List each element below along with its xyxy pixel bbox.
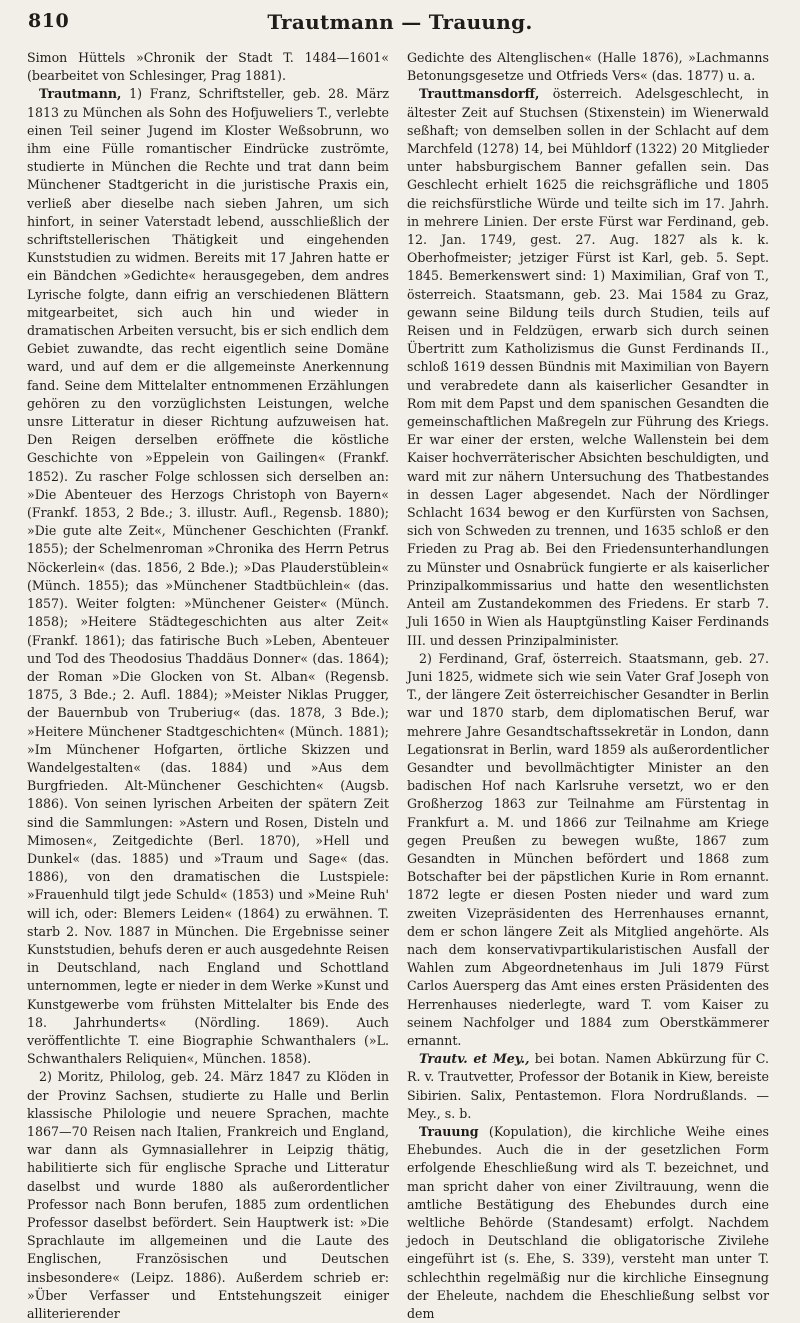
entry-keyword: Trautmann, bbox=[39, 86, 122, 102]
entry-keyword: Trauttmansdorff, bbox=[419, 86, 540, 102]
paragraph-continuation: Simon Hüttels »Chronik der Stadt T. 1484—1601« (bearbeitet von Schlesinger, Prag 1881). bbox=[27, 50, 389, 84]
entry-trauttmansdorff bbox=[407, 85, 769, 649]
entry-trautmann-moritz: 2) Moritz, Philolog, geb. 24. März 1847 zu Klöden in der Provinz Sachsen, studierte zu Halle und Berlin klassische Philologie und neuere Sprachen, machte 1867—70 Reisen nach Italien, Frankreich und England, war dann als Gymnasiallehrer in Leipzig thätig, habilitierte sich für englische Sprache und Litteratur daselbst und wurde 1880 als außerordentlicher Professor nach Bonn berufen, 1885 zum ordentlichen Professor daselbst befördert. Sein Hauptwerk ist: »Die Sprachlaute im allgemeinen und die Laute des Englischen, Französischen und Deutschen insbesondere« (Leipz. 1886). Außerdem schrieb er: »Über Verfasser und Entstehungszeit einiger alliterierender bbox=[27, 1069, 389, 1322]
page-number: 810 bbox=[28, 10, 70, 32]
entry-trauung bbox=[407, 1123, 769, 1323]
entry-trauttmansdorff-ferdinand: 2) Ferdinand, Graf, österreich. Staatsmann, geb. 27. Juni 1825, widmete sich wie sein Vater Graf Joseph von T., der längere Zeit österreichischer Gesandter in Berlin war und 1870 starb, dem diplomatischen Beruf, war mehrere Jahre Gesandtschaftssekretär in London, dann Legationsrat in Berlin, ward 1859 als außerordentlicher Gesandter und bevollmächtigter Minister an den badischen Hof nach Karlsruhe versetzt, wo er den Großherzog 1863 zur Teilnahme am Fürstentag in Frankfurt a. M. und 1866 zur Teilnahme am Kriege gegen Preußen zu bewegen wußte, 1867 zum Gesandten in München befördert und 1868 zum Botschafter bei der päpstlichen Kurie in Rom ernannt. 1872 legte er diesen Posten nieder und ward zum zweiten Vizepräsidenten des Herrenhauses ernannt, dem er schon längere Zeit als Mitglied angehörte. Als nach dem konservativpartikularistischen Ausfall der Wahlen zum Abgeordnetenhaus im Juli 1879 Fürst Carlos Auersperg das Amt eines ersten Präsidenten des Herrenhauses niederlegte, ward T. vom Kaiser zu seinem Nachfolger und 1884 zum Oberstkämmerer ernannt. bbox=[407, 650, 769, 1048]
right-column bbox=[407, 49, 769, 1322]
entry-text: 1) Franz, Schriftsteller, geb. 28. März 1813 zu München als Sohn des Hofjuweliers T., verlebte einen Teil seiner Jugend im Kloster Weßsobrunn, wo ihm eine Fülle romantischer Eindrücke zuströmte, studierte in München die Rechte und trat dann beim Münchener Stadtgericht in die juristische Praxis ein, verließ aber dieselbe nach sieben Jahren, um sich hinfort, in seiner Vaterstadt lebend, ausschließlich der schriftstellerischen Thätigkeit und eingehenden Kunststudien zu widmen. Bereits mit 17 Jahren hatte er ein Bändchen »Gedichte« herausgegeben, dem andres Lyrische folgte, dann eifrig an verschiedenen Blättern mitgearbeitet, sich auch hin und wieder in dramatischen Arbeiten versucht, bis er sich endlich dem Gebiet zuwandte, das recht eigentlich seine Domäne ward, und auf dem er die allgemeinste Anerkennung fand. Seine dem Mittelalter entnommenen Erzählungen gehören zu den vorzüglichsten Leistungen, welche unsre Litteratur in dieser Richtung aufzuweisen hat. Den Reigen derselben eröffnete die köstliche Geschichte von »Eppelein von Gailingen« (Frankf. 1852). Zu rascher Folge schlossen sich derselben an: »Die Abenteuer des Herzogs Christoph von Bayern« (Frankf. 1853, 2 Bde.; 3. illustr. Aufl., Regensb. 1880); »Die gute alte Zeit«, Münchener Geschichten (Frankf. 1855); der Schelmenroman »Chronika des Herrn Petrus Nöckerlein« (das. 1856, 2 Bde.); »Das Plauderstüblein« (Münch. 1855); das »Münchener Stadtbüchlein« (das. 1857). Weiter folgten: »Münchener Geister« (Münch. 1858); »Heitere Städtegeschichten aus alter Zeit« (Frankf. 1861); das fatirische Buch »Leben, Abenteuer und Tod des Theodosius Thaddäus Donner« (das. 1864); der Roman »Die Glocken von St. Alban« (Regensb. 1875, 3 Bde.; 2. Aufl. 1884); »Meister Niklas Prugger, der Bauernbub von Truberiug« (das. 1878, 3 Bde.); »Heitere Münchener Stadtgeschichten« (Münch. 1881); »Im Münchener Hofgarten, örtliche Skizzen und Wandelgestalten« (das. 1884) und »Aus dem Burgfrieden. Alt-Münchener Geschichten« (Augsb. 1886). Von seinen lyrischen Arbeiten der spätern Zeit sind die Sammlungen: »Astern und Rosen, Disteln und Mimosen«, Zeitgedichte (Berl. 1870), »Hell und Dunkel« (das. 1885) und »Traum und Sage« (das. 1886), von den dramatischen die Lustspiele: »Frauenhuld tilgt jede Schuld« (1853) und »Meine Ruh' will ich, oder: Blemers Leiden« (1864) zu erwähnen. T. starb 2. Nov. 1887 in München. Die Ergebnisse seiner Kunststudien, behufs deren er auch ausgedehnte Reisen in Deutschland, nach England und Schottland unternommen, legte er nieder in dem Werke »Kunst und Kunstgewerbe vom frühsten Mittelalter bis Ende des 18. Jahrhunderts« (Nördling. 1869). Auch veröffentlichte T. eine Biographie Schwanthalers (»L. Schwanthalers Reliquien«, München. 1858). bbox=[27, 86, 389, 1067]
running-head: Trautmann — Trauung. bbox=[267, 10, 533, 34]
entry-trautv-et-mey bbox=[407, 1050, 769, 1123]
entry-keyword: Trautv. et Mey., bbox=[419, 1051, 530, 1067]
page-header bbox=[0, 0, 800, 46]
entry-trautmann bbox=[27, 85, 389, 1068]
left-column bbox=[27, 49, 389, 1322]
entry-text: österreich. Adelsgeschlecht, in ältester Zeit auf Stuchsen (Stixenstein) im Wienerwald seßhaft; von demselben sollen in der Schlacht auf dem Marchfeld (1278) 14, bei Mühldorf (1322) 20 Mitglieder unter habsburgischem Banner gefallen sein. Das Geschlecht erhielt 1625 die reichsgräfliche und 1805 die reichsfürstliche Würde und teilte sich im 17. Jahrh. in mehrere Linien. Der erste Fürst war Ferdinand, geb. 12. Jan. 1749, gest. 27. Aug. 1827 als k. k. Oberhofmeister; jetziger Fürst ist Karl, geb. 5. Sept. 1845. Bemerkenswert sind: 1) Maximilian, Graf von T., österreich. Staatsmann, geb. 23. Mai 1584 zu Graz, gewann seine Bildung teils durch Studien, teils auf Reisen und in Feldzügen, erwarb sich durch seinen Übertritt zum Katholizismus die Gunst Ferdinands II., schloß 1619 dessen Bündnis mit Maximilian von Bayern und verabredete dann als kaiserlicher Gesandter in Rom mit dem Papst und dem spanischen Gesandten die gemeinschaftlichen Maßregeln zur Führung des Kriegs. Er war einer der ersten, welche Wallenstein bei dem Kaiser hochverräterischer Absichten beschuldigten, und ward mit zur nähern Untersuchung des Thatbestandes in dessen Lager abgesendet. Nach der Nördlinger Schlacht 1634 bewog er den Kurfürsten von Sachsen, sich von Schweden zu trennen, und 1635 schloß er den Frieden zu Prag ab. Bei den Friedensunterhandlungen zu Münster und Osnabrück fungierte er als kaiserlicher Prinzipalkommissarius und hatte den wesentlichsten Anteil am Zustandekommen des Friedens. Er starb 7. Juli 1650 in Wien als Hauptgünstling Kaiser Ferdinands III. und dessen Prinzipalminister. bbox=[407, 86, 769, 648]
entry-text: (Kopulation), die kirchliche Weihe eines Ehebundes. Auch die in der gesetzlichen Form erfolgende Eheschließung wird als T. bezeichnet, und man spricht daher von einer Ziviltrauung, wenn die amtliche Bestätigung des Ehebundes durch eine weltliche Behörde (Standesamt) erfolgt. Nachdem jedoch in Deutschland die obligatorische Zivilehe eingeführt ist (s. Ehe, S. 339), versteht man unter T. schlechthin regelmäßig nur die kirchliche Einsegnung der Eheleute, nachdem die Eheschließung selbst vor dem bbox=[407, 1123, 769, 1322]
entry-text: bei botan. Namen Abkürzung für C. R. v. Trautvetter, Professor der Botanik in Kiew, bereiste Sibirien. Salix, Pentastemon. Flora Nordrußlands. — Mey., s. b. bbox=[407, 1051, 769, 1121]
paragraph-continuation: Gedichte des Altenglischen« (Halle 1876), »Lachmanns Betonungsgesetze und Otfrieds Vers« (das. 1877) u. a. bbox=[407, 50, 769, 84]
entry-keyword: Trauung bbox=[419, 1123, 479, 1139]
